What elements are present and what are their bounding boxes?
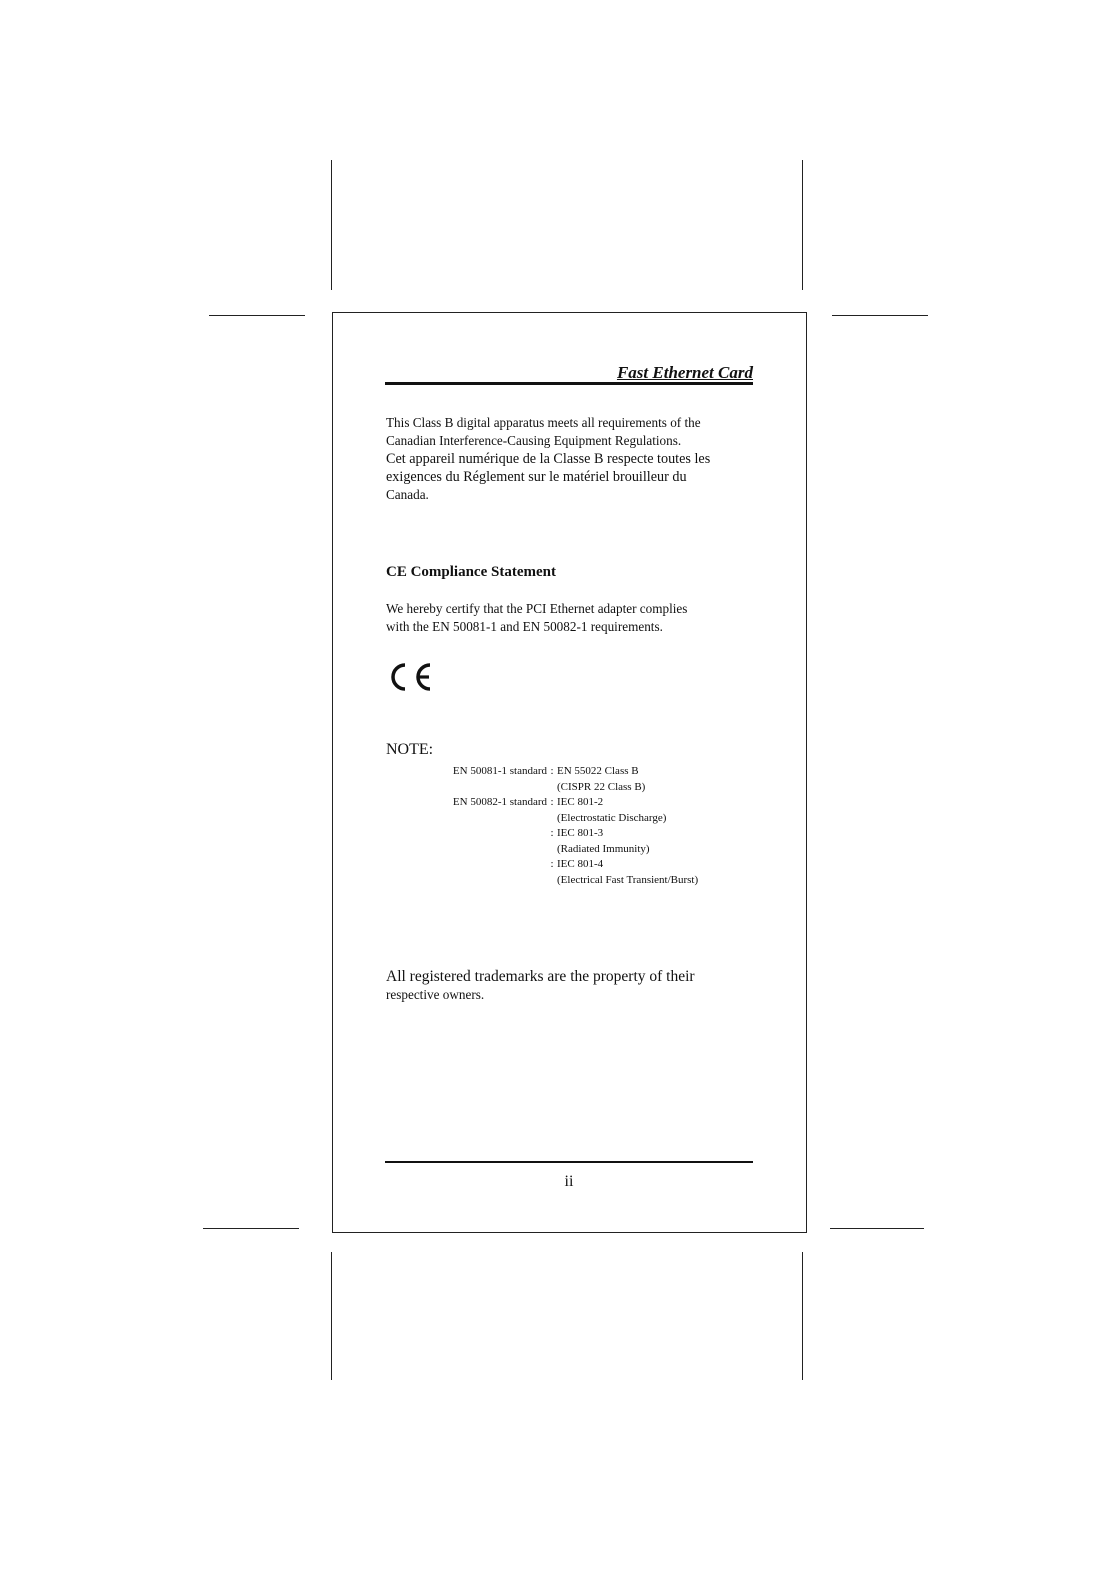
page-header <box>385 363 753 385</box>
note-value: (Electrostatic Discharge) <box>557 811 667 824</box>
note-value: (CISPR 22 Class B) <box>557 780 646 793</box>
ce-compliance-heading: CE Compliance Statement <box>386 564 556 580</box>
trademarks-notice <box>386 968 753 1004</box>
crop-mark-bottom-left <box>331 1252 332 1380</box>
note-value: IEC 801-2 <box>557 796 604 808</box>
note-separator: : <box>550 796 554 808</box>
note-row <box>429 811 698 827</box>
note-value: (Radiated Immunity) <box>557 842 650 855</box>
footer-rule <box>385 1161 753 1163</box>
note-separator: : <box>550 827 554 839</box>
canada-fr-line-3: Canada. <box>386 487 429 502</box>
note-row <box>429 826 698 842</box>
note-standard <box>429 842 547 858</box>
note-standard <box>429 826 547 842</box>
note-standard: EN 50081-1 standard <box>452 765 547 777</box>
note-separator: : <box>550 765 554 777</box>
crop-mark-top-right <box>802 160 803 290</box>
crop-mark-right-top <box>832 315 928 316</box>
note-value: EN 55022 Class B <box>557 765 639 777</box>
note-row <box>429 857 698 873</box>
note-separator: : <box>550 858 554 870</box>
note-separator <box>547 811 557 827</box>
page-number: ii <box>564 1173 574 1190</box>
crop-mark-left-top <box>209 315 305 316</box>
ce-text-line-1: We hereby certify that the PCI Ethernet adapter complies <box>386 601 688 616</box>
note-standard <box>429 857 547 873</box>
canada-fr-line-2: exigences du Réglement sur le matériel brouilleur du <box>386 469 687 485</box>
note-separator <box>547 842 557 858</box>
note-row <box>429 764 698 780</box>
ce-mark-icon <box>386 662 434 692</box>
canada-en-line-2: Canadian Interference-Causing Equipment Regulations. <box>386 433 682 448</box>
note-standard <box>429 780 547 796</box>
note-row <box>429 795 698 811</box>
canada-en-line-1: This Class B digital apparatus meets all requirements of the <box>386 415 701 430</box>
crop-mark-left-bottom <box>203 1228 299 1229</box>
note-value: (Electrical Fast Transient/Burst) <box>557 873 699 886</box>
note-label: NOTE: <box>386 741 434 758</box>
note-standard <box>429 873 547 889</box>
trademarks-line-2: respective owners. <box>386 987 485 1002</box>
trademarks-line-1: All registered trademarks are the property of their <box>386 968 695 985</box>
note-standard: EN 50082-1 standard <box>452 796 547 808</box>
note-row <box>429 842 698 858</box>
crop-mark-bottom-right <box>802 1252 803 1380</box>
note-separator <box>547 873 557 889</box>
canada-compliance-statement <box>386 414 753 504</box>
note-row <box>429 780 698 796</box>
note-separator <box>547 780 557 796</box>
ce-text-line-2: with the EN 50081-1 and EN 50082-1 requirements. <box>386 619 663 634</box>
note-value: IEC 801-4 <box>557 858 604 870</box>
note-row <box>429 873 698 889</box>
manual-page <box>332 312 807 1233</box>
note-standards-table <box>429 764 698 888</box>
note-standard <box>429 811 547 827</box>
note-value: IEC 801-3 <box>557 827 604 839</box>
canada-fr-line-1: Cet appareil numérique de la Classe B respecte toutes les <box>386 451 711 467</box>
crop-mark-top-left <box>331 160 332 290</box>
ce-compliance-text <box>386 600 753 636</box>
crop-mark-right-bottom <box>830 1228 924 1229</box>
header-title: Fast Ethernet Card <box>616 363 753 382</box>
